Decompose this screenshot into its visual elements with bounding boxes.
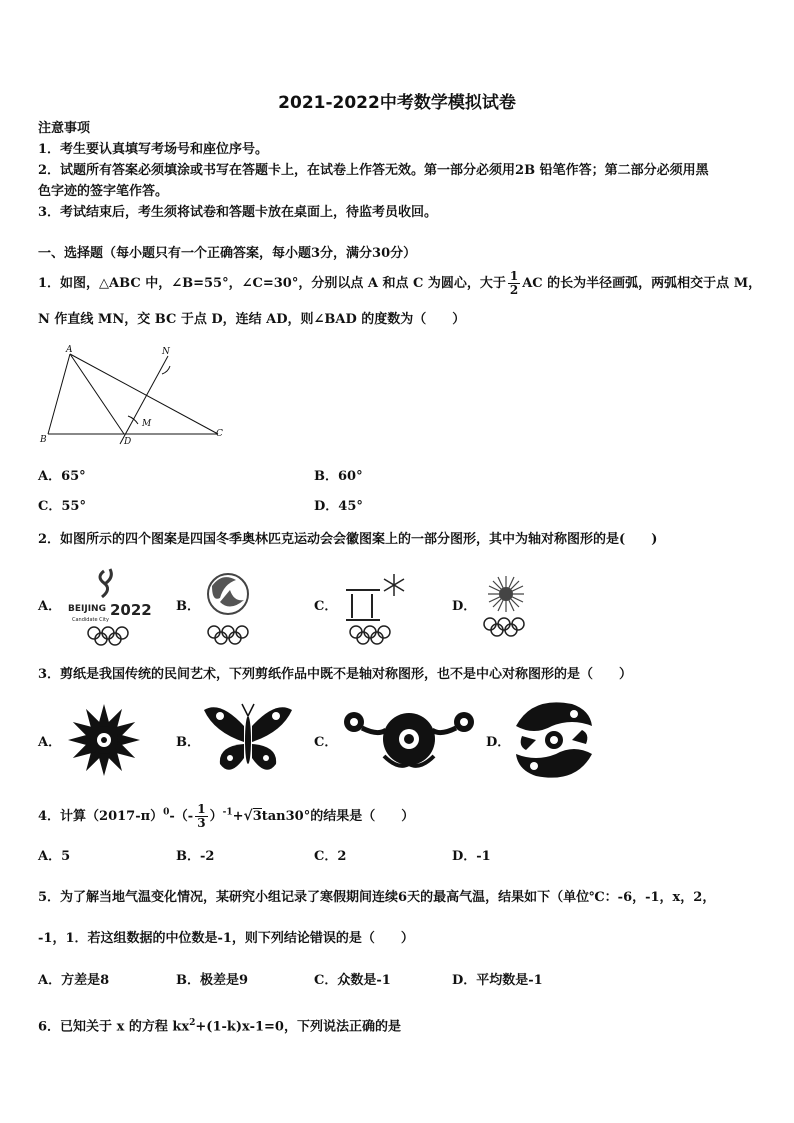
q6-text-a: 6．已知关于 x 的方程 kx <box>38 1019 190 1035</box>
flower-icon <box>68 704 140 776</box>
candidate-text: Candidate City <box>72 617 109 623</box>
q4-option-d: D．-1 <box>452 849 491 864</box>
q4-text-d: + <box>232 809 244 824</box>
segment-ad <box>70 354 124 434</box>
q4-text-e: tan30°的结果是（ ） <box>261 809 415 824</box>
q1-fraction <box>508 270 520 297</box>
q3-papercut-scroll <box>338 706 480 772</box>
olympic-rings-icon <box>208 626 248 644</box>
q4-frac-den: 3 <box>197 816 206 830</box>
q4-text-a: 4．计算（2017-π） <box>38 809 164 824</box>
q1-triangle-figure <box>36 344 236 448</box>
q2-option-d-label: D． <box>452 599 477 614</box>
q3-papercut-flower <box>66 702 142 778</box>
year-text: 2022 <box>110 601 152 619</box>
q3-option-b-label: B． <box>176 735 200 750</box>
star-icon <box>384 574 404 596</box>
section-heading: 一、选择题（每小题只有一个正确答案，每小题3分，满分30分） <box>38 246 417 261</box>
q5-option-d: D．平均数是-1 <box>452 973 543 988</box>
q5-option-b: B．极差是9 <box>176 973 249 988</box>
label-c: C <box>216 429 223 439</box>
beijing-text: BEIJING <box>68 604 106 614</box>
q6-stem <box>38 1014 401 1036</box>
fish-icon <box>516 702 592 777</box>
label-a: A <box>66 345 73 355</box>
q1-option-b: B．60° <box>314 469 363 484</box>
q4-sup-1: -1 <box>222 807 233 818</box>
q2-stem: 2．如图所示的四个图案是四国冬季奥林匹克运动会会徽图案上的一部分图形，其中为轴对称图形的是( ) <box>38 532 658 547</box>
q4-frac-num: 1 <box>197 802 206 816</box>
athlete-brush-icon <box>100 569 111 597</box>
q4-text-b: -（- <box>169 809 194 824</box>
label-d: D <box>124 437 132 447</box>
q4-fraction <box>195 803 207 830</box>
q1-stem-line2: N 作直线 MN，交 BC 于点 D，连结 AD，则∠BAD 的度数为（ ） <box>38 312 466 327</box>
q1-option-c: C．55° <box>38 499 86 514</box>
q1-option-a: A．65° <box>38 469 86 484</box>
q1-stem-line1 <box>38 270 761 297</box>
q4-text-c: ） <box>209 809 223 824</box>
q3-stem: 3．剪纸是我国传统的民间艺术，下列剪纸作品中既不是轴对称图形，也不是中心对称图形的是（ ） <box>38 667 633 682</box>
page-title: 2021-2022中考数学模拟试卷 <box>278 93 516 113</box>
q4-sup-0: 0 <box>163 807 170 818</box>
notice-item-3: 3．考试结束后，考生须将试卷和答题卡放在桌面上，待监考员收回。 <box>38 205 438 220</box>
notice-item-1: 1．考生要认真填写考场号和座位序号。 <box>38 142 269 157</box>
q2-emblem-a <box>64 563 160 647</box>
q5-option-c: C．众数是-1 <box>314 973 391 988</box>
scroll-flower-icon <box>344 712 474 766</box>
line-mn <box>120 356 168 444</box>
olympic-rings-icon <box>484 618 524 636</box>
notice-heading: 注意事项 <box>38 121 91 136</box>
olympic-rings-icon <box>88 627 128 645</box>
q4-option-c: C．2 <box>314 849 347 864</box>
q2-option-a-label: A． <box>38 599 62 614</box>
q1-text-a: 1．如图，△ABC 中，∠B=55°，∠C=30°，分别以点 A 和点 C 为圆心，大于 <box>38 276 506 291</box>
q2-emblem-b <box>198 566 258 646</box>
q5-option-a: A．方差是8 <box>38 973 110 988</box>
q4-stem <box>38 803 414 830</box>
q4-option-b: B．-2 <box>176 849 215 864</box>
q1-text-b: AC 的长为半径画弧，两弧相交于点 M， <box>522 276 762 291</box>
q3-option-c-label: C． <box>314 735 338 750</box>
q1-frac-num: 1 <box>509 269 519 283</box>
label-m: M <box>142 419 152 429</box>
notice-item-2: 2．试题所有答案必须填涂或书写在答题卡上，在试卷上作答无效。第一部分必须用2B 铅笔作答；第二部分必须用黑 <box>38 163 709 178</box>
q3-option-d-label: D． <box>486 735 511 750</box>
q4-sqrt-value: 3 <box>252 809 262 824</box>
label-n: N <box>162 347 170 357</box>
q5-stem-line1: 5．为了解当地气温变化情况，某研究小组记录了寒假期间连续6天的最高气温，结果如下（单位℃：-6，-1，x，2， <box>38 890 716 905</box>
q6-text-b: +(1-k)x-1=0，下列说法正确的是 <box>195 1019 401 1035</box>
sqrt-icon: √ <box>243 808 253 824</box>
q3-papercut-butterfly <box>200 702 296 780</box>
q6-sup: 2 <box>189 1018 196 1028</box>
q5-stem-line2: -1，1．若这组数据的中位数是-1，则下列结论错误的是（ ） <box>38 931 414 946</box>
q1-frac-den: 2 <box>509 283 519 297</box>
segment-ab <box>48 354 70 434</box>
q1-option-d: D．45° <box>314 499 363 514</box>
q2-emblem-c <box>338 574 408 648</box>
q2-option-b-label: B． <box>176 599 200 614</box>
q4-option-a: A．5 <box>38 849 71 864</box>
q3-option-a-label: A． <box>38 735 62 750</box>
q2-option-c-label: C． <box>314 599 338 614</box>
notice-item-2-cont: 色字迹的签字笔作答。 <box>38 184 169 199</box>
q2-emblem-d <box>476 572 536 638</box>
olympic-rings-icon <box>350 626 390 644</box>
butterfly-icon <box>204 704 292 770</box>
q3-papercut-fish <box>512 696 596 784</box>
arc-n <box>162 366 170 374</box>
label-b: B <box>40 435 47 445</box>
